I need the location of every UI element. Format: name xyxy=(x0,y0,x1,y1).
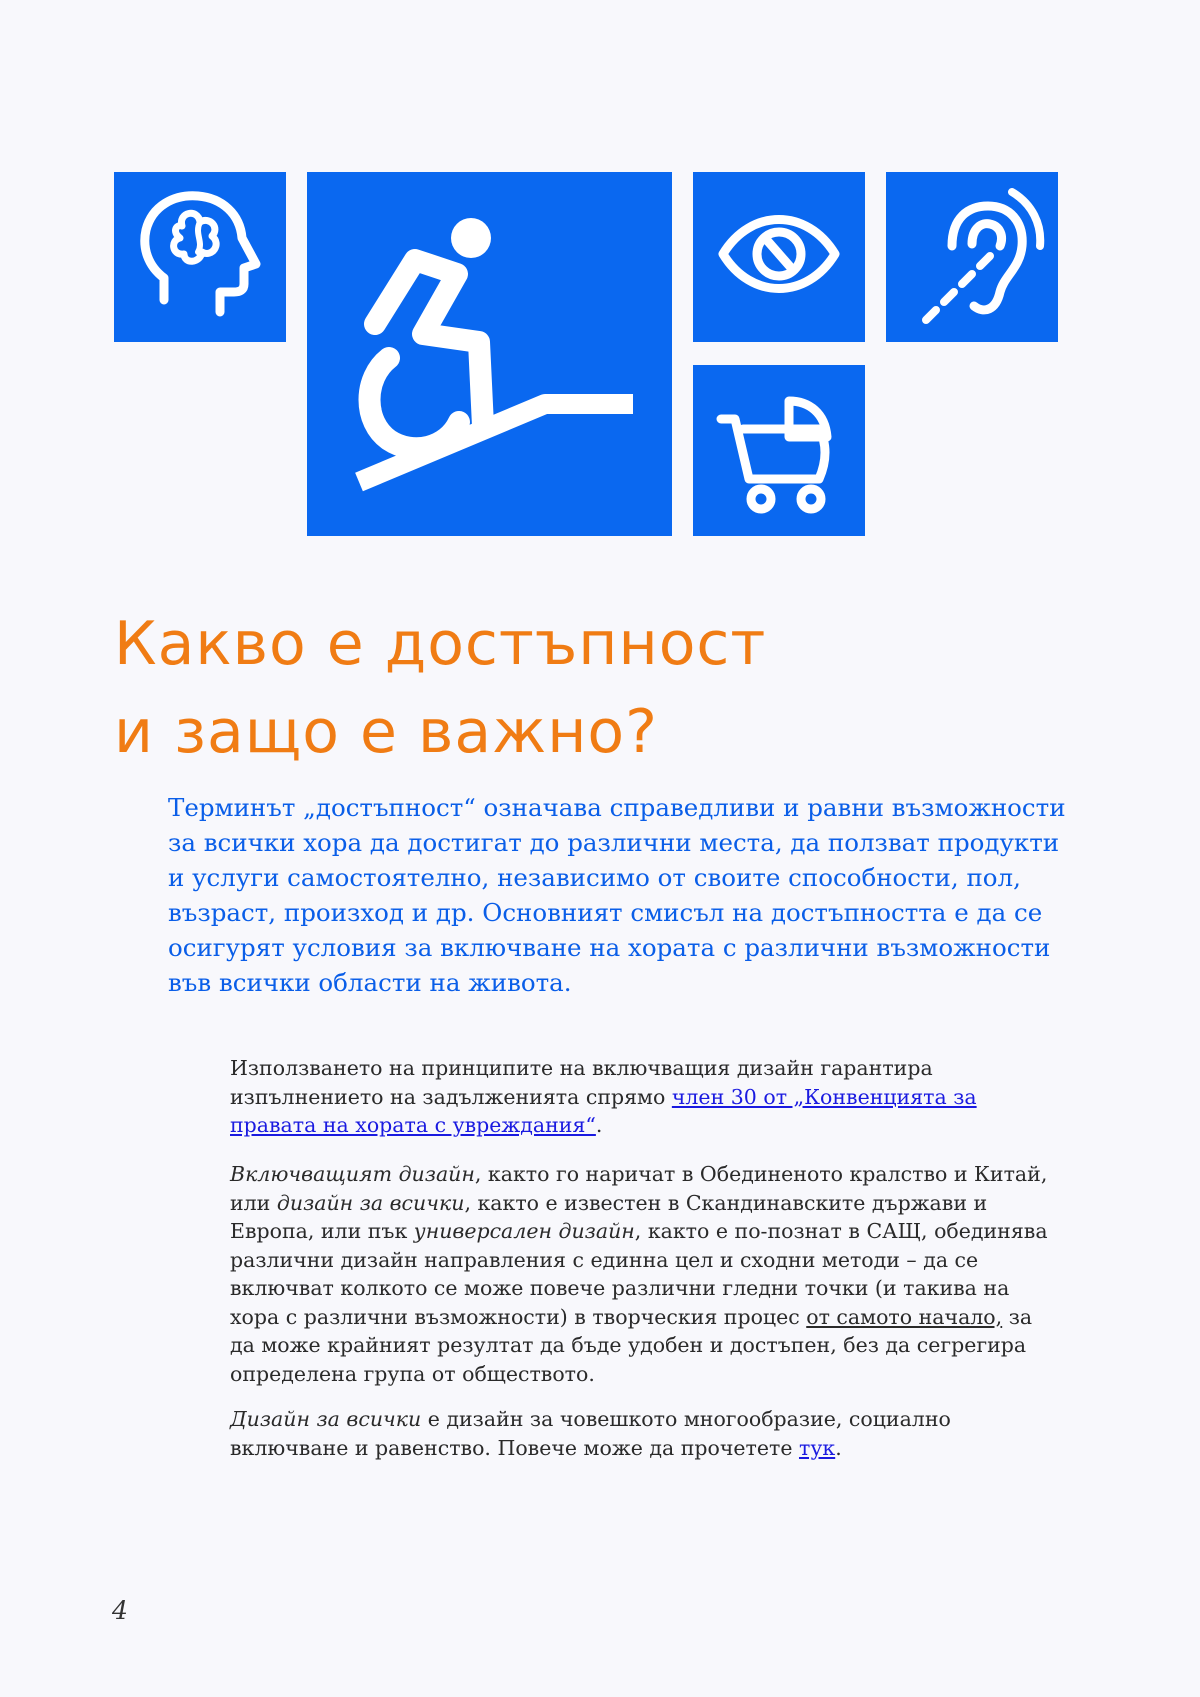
hearing-loop-icon xyxy=(886,172,1058,342)
p2-text-2: , както е известен в Скандинавските държави и Европа, или пък xyxy=(230,1190,988,1243)
p2-text-1: , както го наричат в Обединеното кралство и Китай, или xyxy=(230,1162,1048,1215)
body-paragraph-2 xyxy=(230,1160,1060,1388)
body-paragraph-3 xyxy=(230,1405,1060,1462)
body-paragraph-1 xyxy=(230,1054,1060,1140)
p1-end: . xyxy=(595,1113,603,1137)
p2-em-design-for-all: дизайн за всички xyxy=(276,1190,465,1215)
read-more-link[interactable]: тук xyxy=(798,1435,836,1460)
wheelchair-ramp-icon xyxy=(307,172,672,536)
p2-underlined-phrase: от самото начало, xyxy=(806,1304,1003,1329)
lead-paragraph: Терминът „достъпност“ означава справедливи и равни възможности за всички хора да достигат до различни места, да ползват продукти и услуги самостоятелно, независимо от своите способности, пол, възраст, произход и др. Основният смисъл на достъпността е да се осигурят условия за включване на хората с различни възможности във всички области на живота. xyxy=(168,793,1066,997)
baby-stroller-icon xyxy=(693,365,865,536)
p2-em-universal-design: универсален дизайн xyxy=(413,1219,635,1243)
page-number: 4 xyxy=(112,1596,128,1625)
convention-link[interactable]: член 30 от „Конвенцията за правата на хората с увреждания“ xyxy=(230,1084,977,1137)
p2-em-inclusive-design: Включващият дизайн xyxy=(230,1162,475,1186)
title-line-2: и защо е важно? xyxy=(114,697,658,767)
p2-text-4: за да може крайният резултат да бъде удобен и достъпен, без да сегрегира определена група от обществото. xyxy=(230,1304,1033,1386)
p3-text: е дизайн за човешкото многообразие, социално включване и равенство. Повече може да прочетете xyxy=(230,1407,951,1460)
eye-crossed-icon xyxy=(693,172,865,342)
p1-text: Използването на принципите на включващия дизайн гарантира изпълнението на задълженията спрямо xyxy=(230,1056,933,1109)
page-title xyxy=(114,600,1114,776)
p2-text-3: , както е по-познат в САЩ, обединява различни дизайн направления с единна цел и сходни методи – да се включват колкото се може повече различни гледни точки (и такива на хора с различни възможности) в творческия процес xyxy=(230,1219,1048,1329)
head-brain-icon xyxy=(114,172,286,342)
p3-em-design-for-all: Дизайн за всички xyxy=(230,1407,422,1431)
title-line-1: Какво е достъпност xyxy=(114,609,767,679)
p3-end: . xyxy=(835,1435,842,1460)
